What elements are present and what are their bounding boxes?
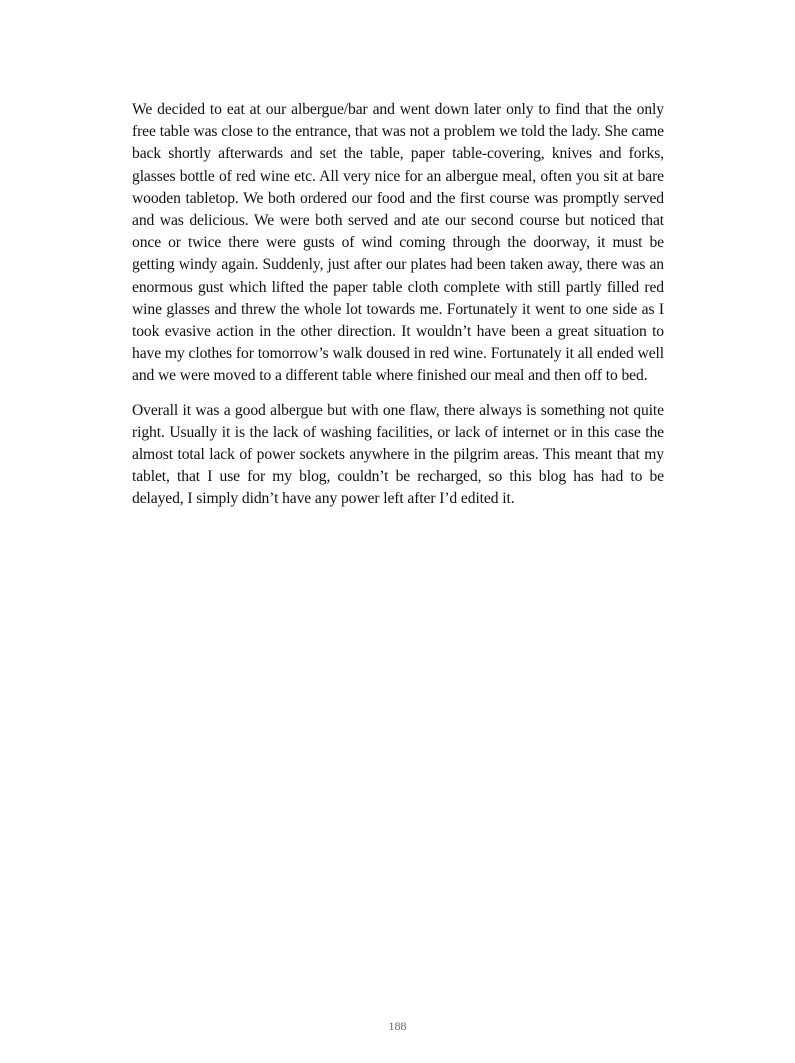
body-text [132, 99, 664, 523]
page-number: 188 [388, 1019, 407, 1033]
paragraph-dinner-story: We decided to eat at our albergue/bar and went down later only to find that the only free table was close to the entrance, that was not a problem we told the lady. She came back shortly afterwards and set the table, paper table-covering, knives and forks, glasses bottle of red wine etc. All very nice for an albergue meal, often you sit at bare wooden tabletop. We both ordered our food and the first course was promptly served and was delicious. We were both served and ate our second course but noticed that once or twice there were gusts of wind coming through the doorway, it must be getting windy again. Suddenly, just after our plates had been taken away, there was an enormous gust which lifted the paper table cloth complete with still partly filled red wine glasses and threw the whole lot towards me. Fortunately it went to one side as I took evasive action in the other direction. It wouldn’t have been a great situation to have my clothes for tomorrow’s walk doused in red wine. Fortunately it all ended well and we were moved to a different table where finished our meal and then off to bed. [132, 101, 664, 385]
paragraph-albergue-review: Overall it was a good albergue but with one flaw, there always is something not quite right. Usually it is the lack of washing facilities, or lack of internet or in this case the almost total lack of power sockets anywhere in the pilgrim areas. This meant that my tablet, that I use for my blog, couldn’t be recharged, so this blog has had to be delayed, I simply didn’t have any power left after I’d edited it. [132, 401, 664, 508]
